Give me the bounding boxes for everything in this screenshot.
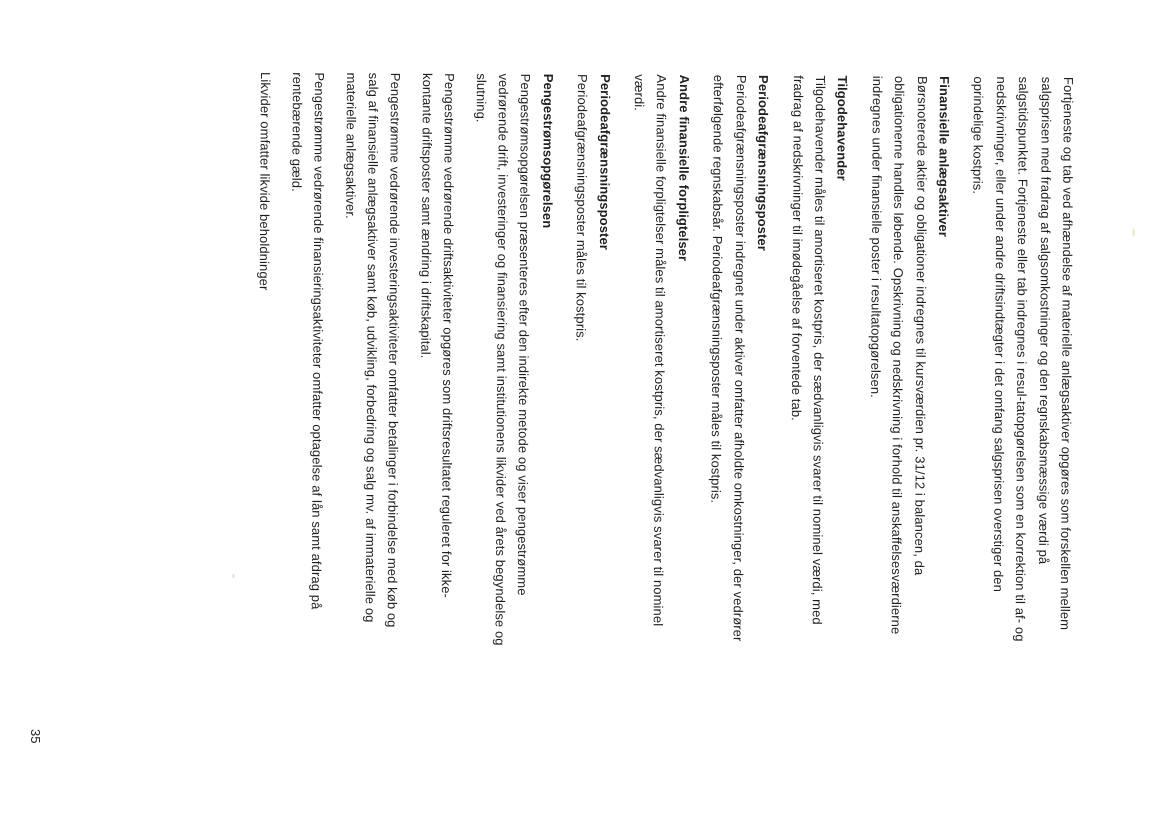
heading-pengestroemsopgoerelsen: Pengestrømsopgørelsen	[539, 73, 556, 229]
paragraph-disposal-gains-losses: Fortjeneste og tab ved afhændelse af materielle anlægsaktiver opgøres som forskellen mellem salgsprisen med fradrag af salgsomkostninger og den regnskabsmæssige værdi på salgstidspunktet. Fortjeneste eller tab indregnes i resul-tatopgørelsen som en korrektion til af- og nedskrivninger, eller under andre driftsindtægter i det omfang salgsprisen overstiger den oprindelige kostpris.	[970, 76, 1076, 642]
heading-periodeafgraensningsposter-aktiver: Periodeafgrænsningsposter	[755, 75, 772, 251]
page-number: 35	[28, 729, 43, 744]
paragraph-finansielle-anlaegsaktiver: Børsnoterede aktier og obligationer indregnes til kursværdien pr. 31/12 i balancen, da obligationerne handles løbende. Opskrivning og nedskrivning i forhold til anskaffelsesværdierne indregnes under finansielle poster i resultatopgørelsen.	[867, 75, 930, 635]
scan-artifact	[1132, 228, 1135, 237]
heading-finansielle-anlaegsaktiver: Finansielle anlægsaktiver	[935, 76, 952, 237]
paragraph-driftsaktiviteter: Pengestrømme vedrørende driftsaktiviteter opgøres som driftsresultatet reguleret for ikke- kontante driftsposter samt ændring i driftskapital.	[418, 72, 458, 599]
paragraph-andre-finansielle-forpligtelser: Andre finansielle forpligtelser måles til amortiseret kostpris, der sædvanligvis svarer til nominel værdi.	[631, 74, 670, 627]
paragraph-finansieringsaktiviteter: Pengestrømme vedrørende finansieringsaktiviteter omfatter optagelse af lån samt afdrag på rentebærende gæld.	[289, 72, 328, 610]
heading-andre-finansielle-forpligtelser: Andre finansielle forpligtelser	[675, 74, 692, 262]
heading-tilgodehavender: Tilgodehavender	[834, 75, 851, 181]
paragraph-pengestroemsopgoerelsen: Pengestrømsopgørelsen præsenteres efter den indirekte metode og viser pengestrømme vedrørende drift, investeringer og finansiering samt institutionens likvider ved årets begyndelse og slutning.	[473, 73, 534, 646]
heading-periodeafgraensningsposter-passiver: Periodeafgrænsningsposter	[596, 74, 613, 251]
paragraph-likvider: Likvider omfatter likvide beholdninger	[257, 71, 274, 291]
paragraph-tilgodehavender: Tilgodehavender måles til amortiseret kostpris, der sædvanligvis svarer til nominel værdi, med fradrag af nedskrivninger til imødegåelse af forventede tab.	[788, 75, 828, 625]
scan-artifact	[232, 574, 235, 578]
paragraph-investeringsaktiviteter: Pengestrømme vedrørende investeringsaktiviteter omfatter betalinger i forbindelse med køb og salg af finansielle anlægsaktiver samt køb, udvikling, forbedring og salg mv. af immaterielle og materielle anlægsaktiver.	[342, 72, 404, 628]
paragraph-periodeafgraensningsposter-passiver: Periodeafgrænsningsposter måles til kostpris.	[573, 73, 591, 342]
paragraph-periodeafgraensningsposter-aktiver: Periodeafgrænsningsposter indregnet under aktiver omfatter afholdte omkostninger, der vedrører efterfølgende regnskabsår. Periodeafgrænsningsposter måles til kostpris.	[708, 74, 749, 642]
accounting-policies-text	[241, 72, 1079, 717]
